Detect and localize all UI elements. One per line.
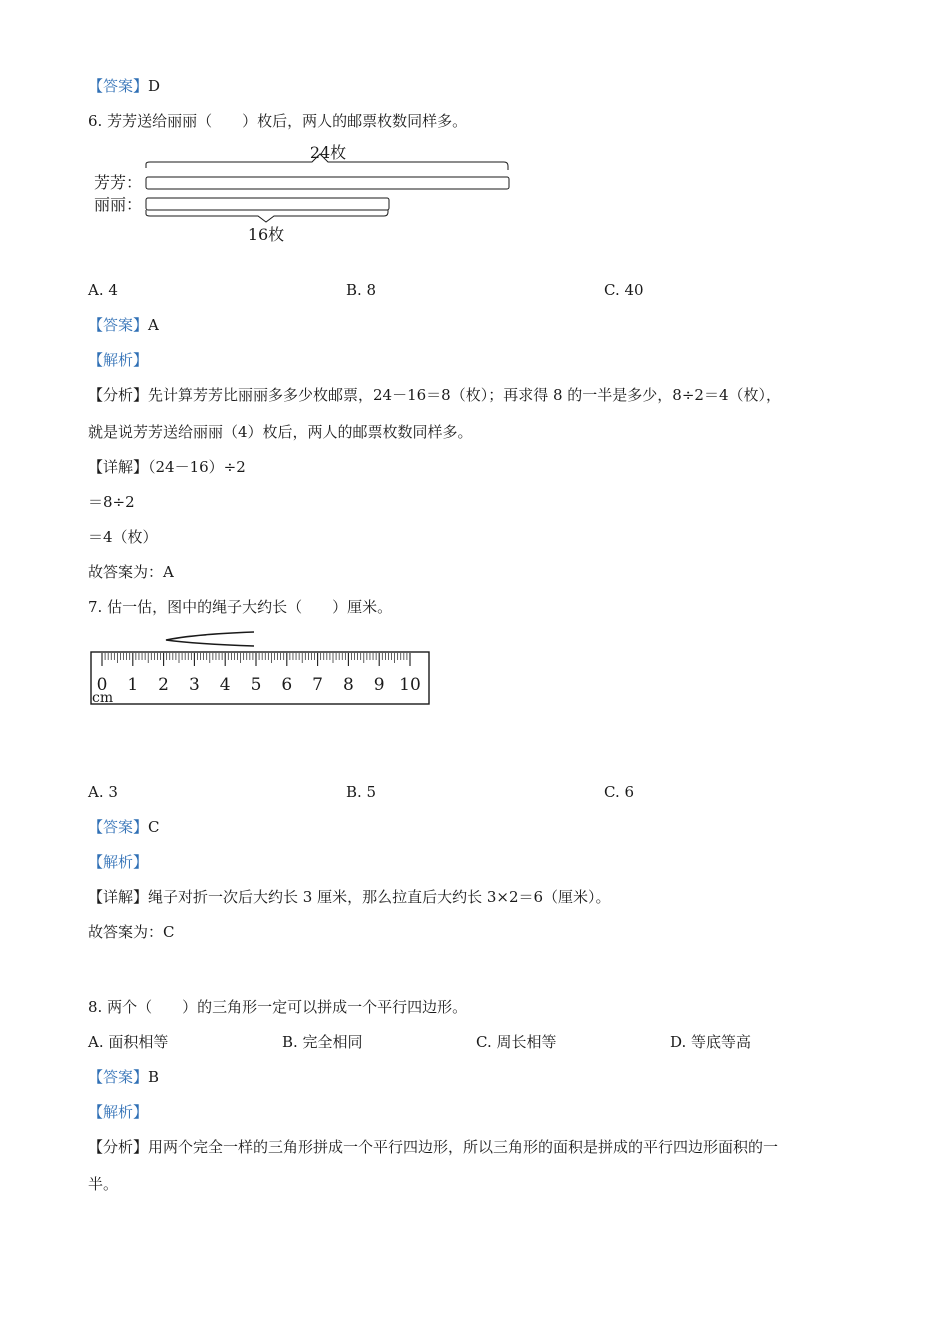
- ruler-tick-label: 10: [399, 675, 421, 695]
- q7-question: 7. 估一估，图中的绳子大约长（ ）厘米。: [88, 598, 393, 616]
- ruler-tick-label: 4: [219, 675, 231, 695]
- answer-tag: 【答案】: [88, 818, 149, 836]
- q8-analysis-tag: 【解析】: [88, 1103, 149, 1121]
- q6-answer: A: [148, 316, 159, 334]
- q8-analysis-line1: 【分析】用两个完全一样的三角形拼成一个平行四边形，所以三角形的面积是拼成的平行四边形面积的一: [88, 1138, 779, 1156]
- q8-option-a: A. 面积相等: [88, 1033, 169, 1051]
- q7-rope: [166, 632, 254, 646]
- q8-option-b: B. 完全相同: [282, 1033, 363, 1051]
- q8-answer: B: [148, 1068, 160, 1086]
- q5-answer-line: [88, 75, 160, 97]
- answer-tag: 【答案】: [88, 77, 149, 95]
- q6-bottom-label: 16枚: [247, 225, 285, 244]
- q6-analysis-line1: 【分析】先计算芳芳比丽丽多多少枚邮票，24－16＝8（枚）；再求得 8 的一半是多少，8÷2＝4（枚），: [88, 386, 781, 404]
- q6-option-c: C. 40: [604, 281, 644, 299]
- q7-analysis-tag: 【解析】: [88, 853, 149, 871]
- ruler-tick-label: 2: [158, 675, 170, 695]
- q7-ruler-unit: cm: [92, 690, 114, 706]
- q7-option-c: C. 6: [604, 783, 635, 801]
- q7-answer: C: [148, 818, 160, 836]
- q7-ruler-figure: [88, 628, 434, 708]
- q6-conclusion: 故答案为：A: [88, 563, 174, 581]
- q7-answer-line: [88, 816, 160, 838]
- q6-answer-line: [88, 314, 159, 336]
- ruler-tick-label: 3: [188, 675, 200, 695]
- ruler-tick-label: 5: [250, 675, 262, 695]
- q6-top-label: 24枚: [309, 143, 347, 162]
- q6-fangfang-label: 芳芳：: [94, 173, 143, 192]
- q6-analysis-line2: 就是说芳芳送给丽丽（4）枚后，两人的邮票枚数同样多。: [88, 423, 473, 441]
- q6-bar-diagram: [88, 140, 528, 248]
- ruler-tick-label: 7: [312, 675, 324, 695]
- ruler-tick-label: 0: [96, 675, 108, 695]
- q8-option-d: D. 等底等高: [670, 1033, 752, 1051]
- q8-question: 8. 两个（ ）的三角形一定可以拼成一个平行四边形。: [88, 998, 468, 1016]
- ruler-tick-label: 1: [127, 675, 139, 695]
- q6-option-a: A. 4: [88, 281, 118, 299]
- ruler-tick-label: 6: [281, 675, 293, 695]
- q8-answer-line: [88, 1066, 159, 1088]
- answer-tag: 【答案】: [88, 316, 149, 334]
- q6-question: 6. 芳芳送给丽丽（ ）枚后，两人的邮票枚数同样多。: [88, 112, 468, 130]
- q6-detail2: ＝8÷2: [88, 493, 135, 511]
- q6-detail3: ＝4（枚）: [88, 528, 158, 546]
- q6-option-b: B. 8: [346, 281, 377, 299]
- ruler-tick-label: 8: [342, 675, 354, 695]
- q6-analysis-tag: 【解析】: [88, 351, 149, 369]
- q6-lili-label: 丽丽：: [94, 195, 143, 214]
- q7-option-a: A. 3: [88, 783, 118, 801]
- q8-analysis-line2: 半。: [88, 1175, 119, 1193]
- ruler-tick-label: 9: [373, 675, 385, 695]
- q7-detail: 【详解】绳子对折一次后大约长 3 厘米，那么拉直后大约长 3×2＝6（厘米）。: [88, 888, 611, 906]
- q6-detail1: 【详解】（24－16）÷2: [88, 458, 246, 476]
- q7-conclusion: 故答案为：C: [88, 923, 175, 941]
- answer-tag: 【答案】: [88, 1068, 149, 1086]
- q7-option-b: B. 5: [346, 783, 377, 801]
- q5-answer: D: [148, 77, 161, 95]
- q8-option-c: C. 周长相等: [476, 1033, 557, 1051]
